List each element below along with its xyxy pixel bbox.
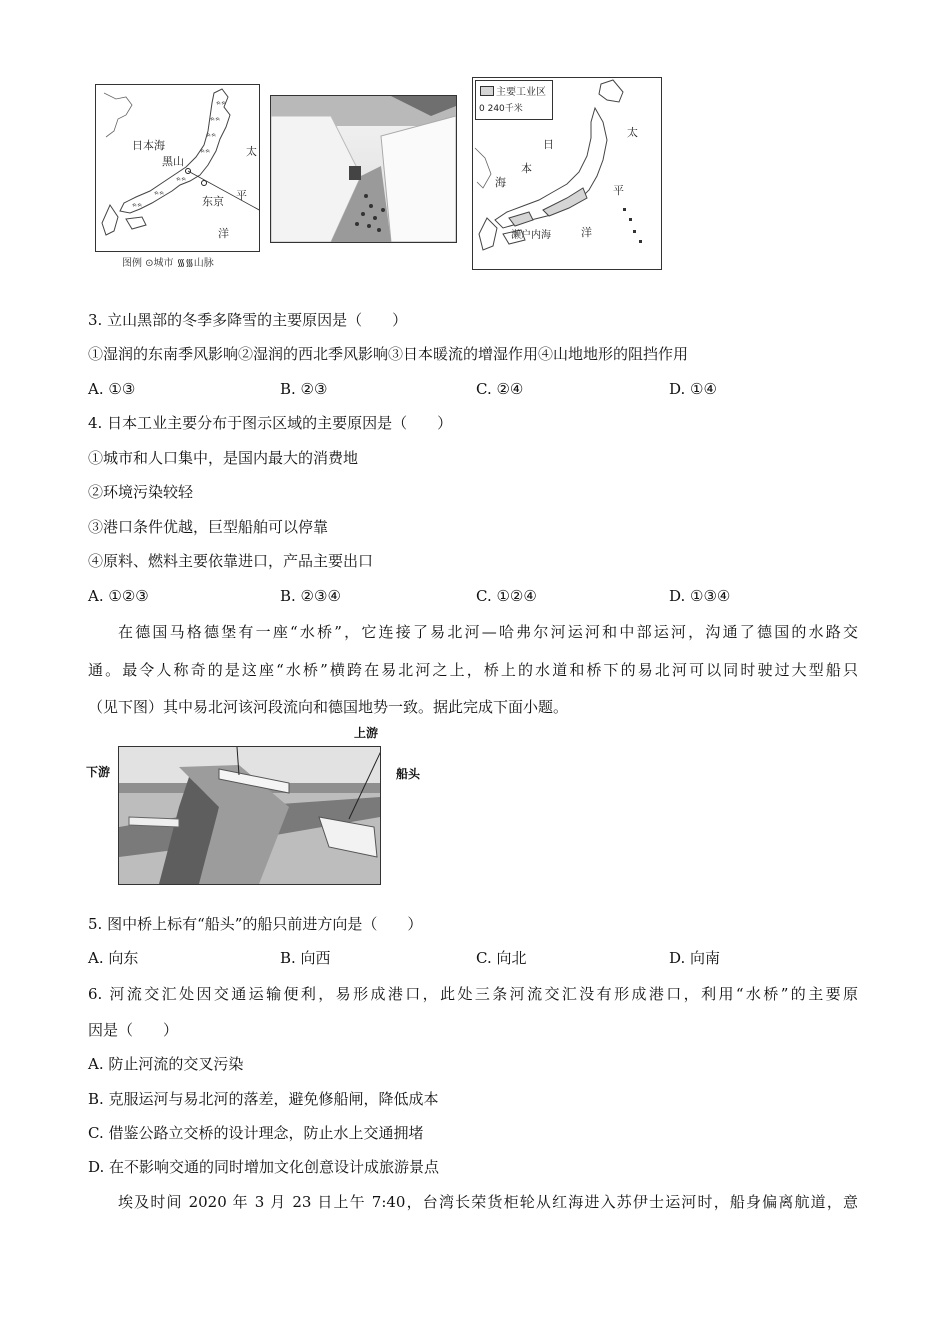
map2-sea-label-3: 海 xyxy=(495,176,506,189)
map2-scale: 0 240千米 xyxy=(479,104,523,114)
q3-option-a[interactable]: A. ①③ xyxy=(88,380,136,398)
q4-item-2: ②环境污染较轻 xyxy=(88,483,194,501)
q3-items: ①湿润的东南季风影响②湿润的西北季风影响③日本暖流的增湿作用④山地地形的阻挡作用 xyxy=(88,345,689,363)
q6-stem-line1: 6. 河流交汇处因交通运输便利，易形成港口，此处三条河流交汇没有形成港口，利用“水桥”的主要原 xyxy=(88,985,858,1003)
svg-text:ᨑᨑ: ᨑᨑ xyxy=(176,175,187,183)
bow-label: 船头 xyxy=(396,767,421,781)
water-bridge-photo xyxy=(118,746,381,885)
passage1-line2: 通。最令人称奇的是这座“水桥”横跨在易北河之上，桥上的水道和桥下的易北河可以同时驶过大型船只 xyxy=(88,661,858,679)
water-bridge-image xyxy=(119,747,380,884)
map2-ocean-label-3: 洋 xyxy=(581,226,592,239)
map2-ocean-label-2: 平 xyxy=(613,184,624,197)
downstream-label: 下游 xyxy=(86,765,111,779)
svg-text:ᨑᨑ: ᨑᨑ xyxy=(216,99,227,107)
map1-city-label: 东京 xyxy=(202,195,224,208)
q5-option-d[interactable]: D. 向南 xyxy=(669,949,721,967)
q5-options xyxy=(88,948,858,968)
industry-zone-swatch xyxy=(480,86,494,96)
q4-option-c[interactable]: C. ①②④ xyxy=(476,587,537,605)
q4-item-4: ④原料、燃料主要依靠进口，产品主要出口 xyxy=(88,552,374,570)
upstream-label: 上游 xyxy=(354,726,379,740)
passage1-line1: 在德国马格德堡有一座“水桥”，它连接了易北河—哈弗尔河运河和中部运河，沟通了德国的水路交 xyxy=(118,623,858,641)
japan-mountain-map xyxy=(95,84,260,252)
map2-inland-sea-label: 濑户内海 xyxy=(511,230,551,241)
q4-option-a[interactable]: A. ①②③ xyxy=(88,587,149,605)
q6-stem-line2: 因是（ ） xyxy=(88,1021,179,1039)
q3-options xyxy=(88,379,858,399)
japan-industry-map xyxy=(472,77,662,270)
map1-ocean-label-3: 洋 xyxy=(218,227,229,240)
svg-text:ᨑᨑ: ᨑᨑ xyxy=(206,131,217,139)
svg-text:ᨑᨑ: ᨑᨑ xyxy=(132,201,143,209)
map2-sea-label-2: 本 xyxy=(521,162,532,175)
q5-option-b[interactable]: B. 向西 xyxy=(280,949,331,967)
q6-option-b[interactable]: B. 克服运河与易北河的落差，避免修船闸，降低成本 xyxy=(88,1090,439,1108)
map2-legend-box xyxy=(475,80,553,120)
passage1-line3: （见下图）其中易北河该河段流向和德国地势一致。据此完成下面小题。 xyxy=(88,698,569,716)
q4-option-b[interactable]: B. ②③④ xyxy=(280,587,341,605)
snow-corridor-photo xyxy=(270,95,457,243)
q4-item-3: ③港口条件优越，巨型船舶可以停靠 xyxy=(88,518,329,536)
svg-text:ᨑᨑ: ᨑᨑ xyxy=(210,115,221,123)
q6-option-d[interactable]: D. 在不影响交通的同时增加文化创意设计成旅游景点 xyxy=(88,1158,440,1176)
map2-ocean-label-1: 太 xyxy=(627,126,638,139)
q3-stem: 3. 立山黑部的冬季多降雪的主要原因是（ ） xyxy=(88,311,408,329)
map1-ocean-label-1: 太 xyxy=(246,145,257,158)
q3-option-b[interactable]: B. ②③ xyxy=(280,380,328,398)
q4-stem: 4. 日本工业主要分布于图示区域的主要原因是（ ） xyxy=(88,414,453,432)
q6-option-c[interactable]: C. 借鉴公路立交桥的设计理念，防止水上交通拥堵 xyxy=(88,1124,424,1142)
passage2-line1: 埃及时间 2020 年 3 月 23 日上午 7:40，台湾长荣货柜轮从红海进入苏伊士运河时，船身偏离航道，意 xyxy=(118,1193,858,1211)
svg-text:ᨑᨑ: ᨑᨑ xyxy=(200,147,211,155)
q6-option-a[interactable]: A. 防止河流的交叉污染 xyxy=(88,1055,244,1073)
q5-option-a[interactable]: A. 向东 xyxy=(88,949,139,967)
q4-options xyxy=(88,586,858,606)
q4-option-d[interactable]: D. ①③④ xyxy=(669,587,731,605)
q3-option-d[interactable]: D. ①④ xyxy=(669,380,717,398)
snow-wall-image xyxy=(271,96,456,242)
q3-option-c[interactable]: C. ②④ xyxy=(476,380,524,398)
map1-legend: 图例 ⊙城市 ᯾᯾山脉 xyxy=(122,258,214,269)
map2-legend-title: 主要工业区 xyxy=(496,87,546,98)
q4-item-1: ①城市和人口集中，是国内最大的消费地 xyxy=(88,449,359,467)
q5-option-c[interactable]: C. 向北 xyxy=(476,949,527,967)
map1-sea-label: 日本海 xyxy=(132,139,165,152)
map1-ocean-label-2: 平 xyxy=(236,189,247,202)
q5-stem: 5. 图中桥上标有“船头”的船只前进方向是（ ） xyxy=(88,915,423,933)
map1-mountain-label: 黑山 xyxy=(162,155,184,168)
svg-text:ᨑᨑ: ᨑᨑ xyxy=(154,189,165,197)
map2-sea-label-1: 日 xyxy=(543,138,554,151)
